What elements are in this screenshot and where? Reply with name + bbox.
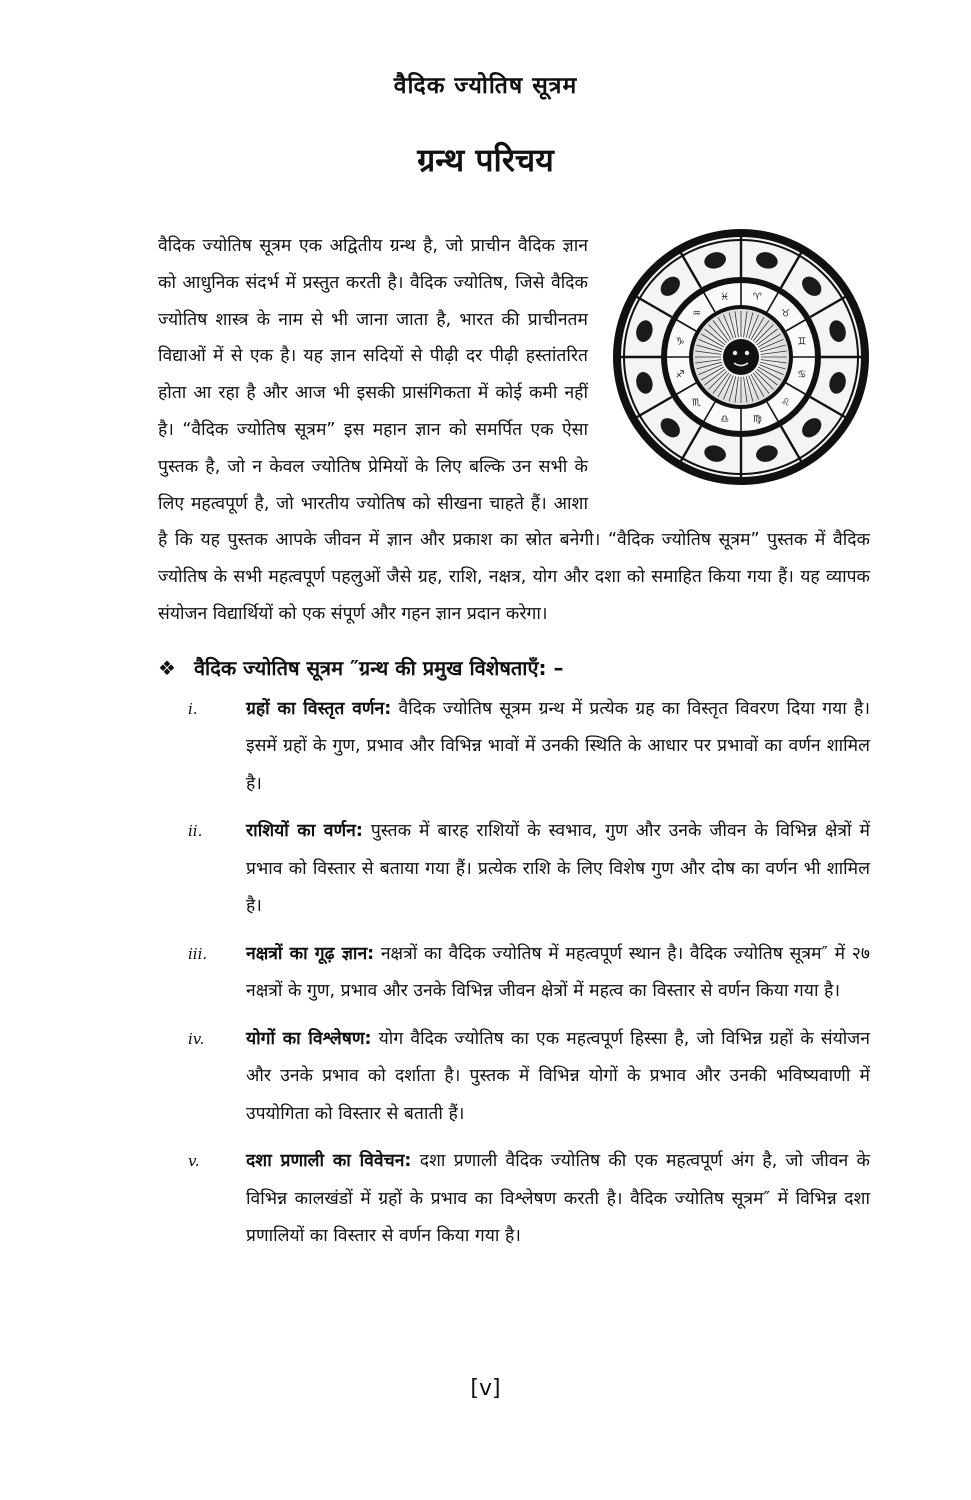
item-text: योग वैदिक ज्योतिष का एक महत्वपूर्ण हिस्सा है, जो विभिन्न ग्रहों के संयोजन और उनके प्रभाव को दर्शाता है। पुस्तक में विभिन्न योगों के प्रभाव और उनकी भविष्यवाणी में उपयोगिता को विस्तार से बताती हैं। — [246, 1028, 870, 1124]
svg-text:♍: ♍ — [752, 413, 762, 425]
item-number: ii. — [188, 822, 203, 841]
features-heading-text: वैदिक ज्योतिष सूत्रम ″ग्रन्थ की प्रमुख विशेषताएँ: – — [193, 655, 564, 680]
item-number: v. — [188, 1152, 200, 1171]
item-body — [246, 813, 870, 926]
list-item — [158, 691, 870, 804]
page-content — [158, 228, 870, 1266]
item-number: iii. — [188, 944, 208, 963]
item-number: iv. — [188, 1029, 205, 1048]
item-title: नक्षत्रों का गूढ़ ज्ञान: — [246, 943, 375, 964]
item-title: ग्रहों का विस्तृत वर्णन: — [246, 698, 392, 719]
item-body — [246, 691, 870, 804]
running-head: वैदिक ज्योतिष सूत्रम — [393, 73, 578, 99]
svg-text:♒: ♒ — [691, 308, 701, 320]
svg-text:♈: ♈ — [752, 292, 762, 304]
item-text: पुस्तक में बारह राशियों के स्वभाव, गुण और उनके जीवन के विभिन्न क्षेत्रों में प्रभाव को विस्तार से बताया गया हैं। प्रत्येक राशि के लिए विशेष गुण और दोष का वर्णन भी शामिल है। — [246, 821, 870, 917]
item-text: नक्षत्रों का वैदिक ज्योतिष में महत्वपूर्ण स्थान है। वैदिक ज्योतिष सूत्रम″ में २७ नक्षत्रों के गुण, प्रभाव और उनके विभिन्न जीवन क्षेत्रों में महत्व का विस्तार से वर्णन किया गया है। — [246, 943, 870, 1002]
intro-paragraph: वैदिक ज्योतिष सूत्रम एक अद्वितीय ग्रन्थ है, जो प्राचीन वैदिक ज्ञान को आधुनिक संदर्भ में प्रस्तुत करती है। वैदिक ज्योतिष, जिसे वैदिक ज्योतिष शास्त्र के नाम से भी जाना जाता है, भारत की प्राचीनतम विद्याओं में से एक है। यह ज्ञान सदियों से पीढ़ी दर पीढ़ी हस्तांतरित होता आ रहा है और आज भी इसकी प्रासंगिकता में कोई कमी नहीं है। “वैदिक ज्योतिष सूत्रम” इस महान ज्ञान को समर्पित एक ऐसा पुस्तक है, जो न केवल ज्योतिष प्रेमियों के लिए बल्कि उन सभी के लिए महत्वपूर्ण है, जो भारतीय ज्योतिष को सीखना चाहते हैं। आशा है कि यह पुस्तक आपके जीवन में ज्ञान और प्रकाश का स्रोत बनेगी। “वैदिक ज्योतिष सूत्रम” पुस्तक में वैदिक ज्योतिष के सभी महत्वपूर्ण पहलुओं जैसे ग्रह, राशि, नक्षत्र, योग और दशा को समाहित किया गया हैं। यह व्यापक संयोजन विद्यार्थियों को एक संपूर्ण और गहन ज्ञान प्रदान करेगा। — [158, 236, 870, 624]
list-item — [158, 1143, 870, 1256]
svg-text:♉: ♉ — [781, 308, 791, 320]
svg-text:♎: ♎ — [720, 413, 730, 425]
list-item — [158, 1021, 870, 1134]
diamond-bullet-icon: ❖ — [158, 655, 176, 680]
svg-text:♓: ♓ — [720, 292, 730, 304]
item-number: i. — [188, 699, 198, 718]
list-item — [158, 813, 870, 926]
item-body — [246, 936, 870, 1011]
svg-text:♏: ♏ — [691, 397, 701, 409]
svg-text:♑: ♑ — [675, 336, 685, 348]
svg-text:♋: ♋ — [797, 369, 807, 381]
features-list — [158, 691, 870, 1256]
svg-text:♊: ♊ — [797, 336, 807, 348]
list-item — [158, 936, 870, 1011]
item-body — [246, 1143, 870, 1256]
svg-text:♐: ♐ — [675, 369, 685, 381]
item-body — [246, 1021, 870, 1134]
svg-text:♌: ♌ — [781, 397, 791, 409]
item-title: राशियों का वर्णन: — [246, 821, 363, 842]
item-title: दशा प्रणाली का विवेचन: — [246, 1151, 412, 1172]
item-text: दशा प्रणाली वैदिक ज्योतिष की एक महत्वपूर्ण अंग है, जो जीवन के विभिन्न कालखंडों में ग्रहों के प्रभाव का विश्लेषण करती है। वैदिक ज्योतिष सूत्रम″ में विभिन्न दशा प्रणालियों का विस्तार से वर्णन किया गया है। — [246, 1151, 870, 1247]
page-number: [v] — [470, 1376, 501, 1401]
features-heading — [158, 651, 870, 685]
item-text: वैदिक ज्योतिष सूत्रम ग्रन्थ में प्रत्येक ग्रह का विस्तृत विवरण दिया गया है। इसमें ग्रहों के गुण, प्रभाव और विभिन्न भावों में उनकी स्थिति के आधार पर प्रभावों का वर्णन शामिल है। — [246, 698, 870, 794]
page-title: ग्रन्थ परिचय — [417, 141, 554, 179]
zodiac-wheel-icon — [606, 226, 876, 488]
item-title: योगों का विश्लेषण: — [246, 1028, 372, 1049]
